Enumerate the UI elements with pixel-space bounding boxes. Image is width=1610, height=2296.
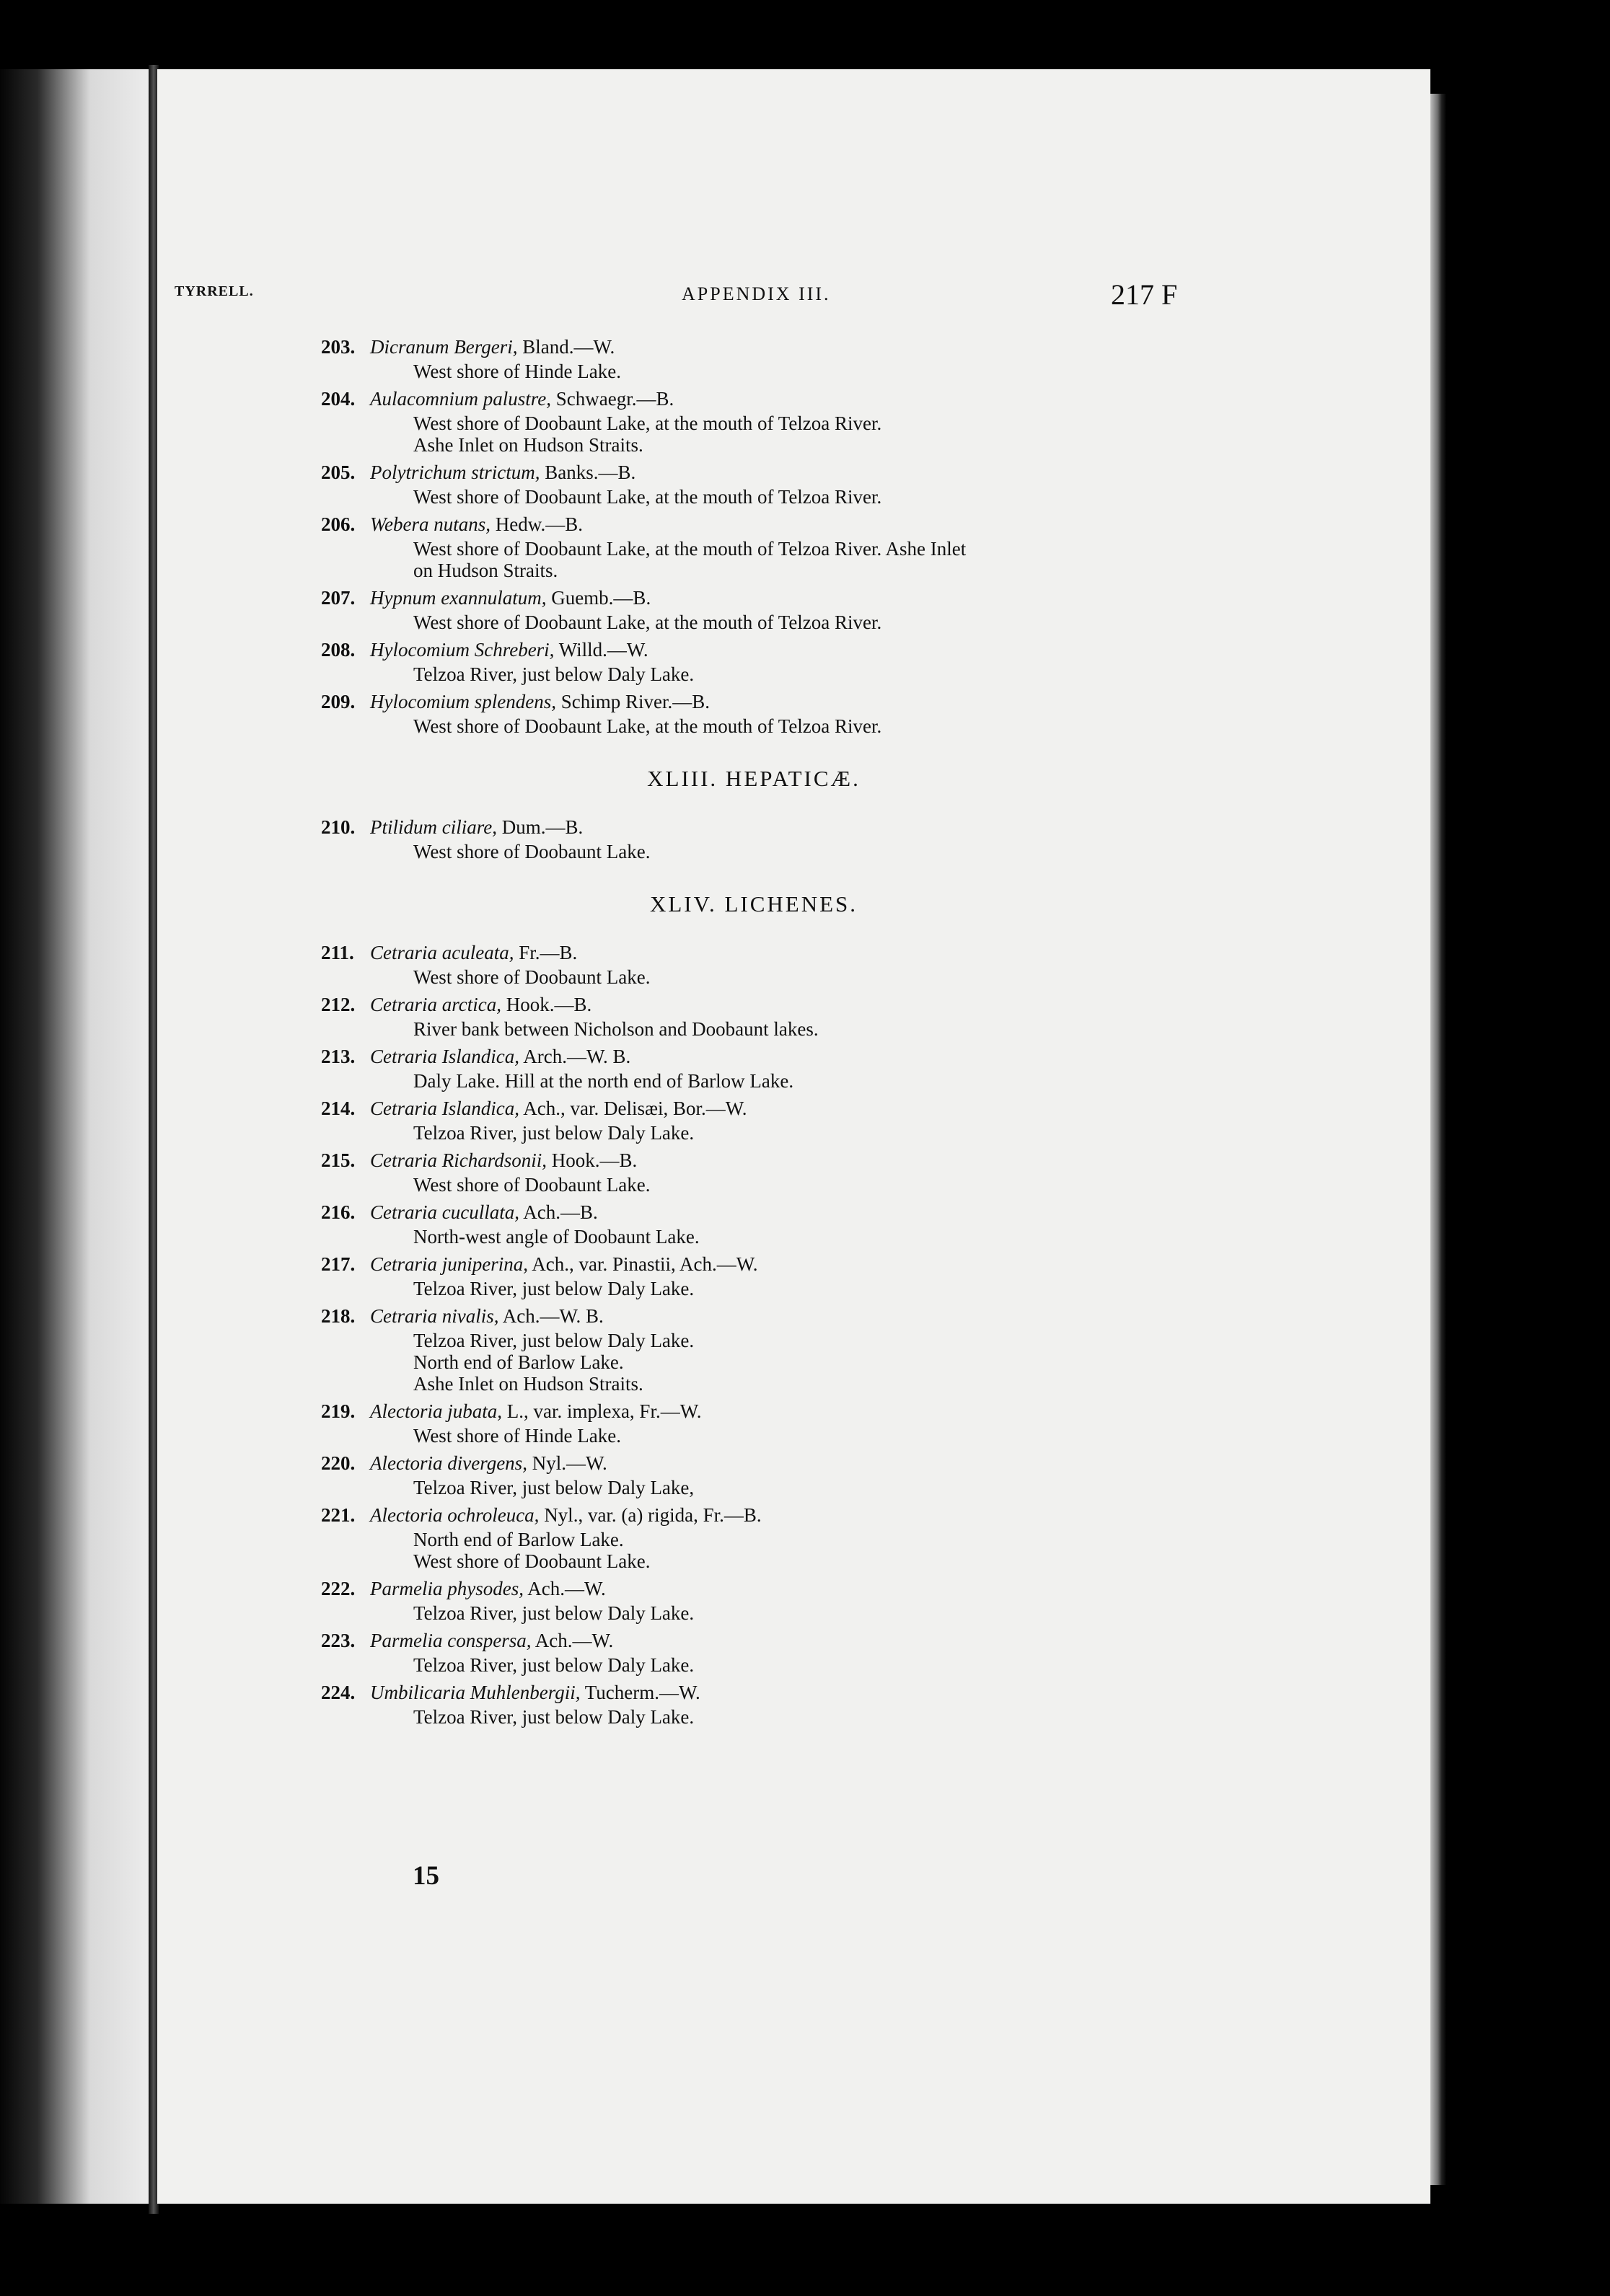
species-authority: L., var. implexa, Fr.—W. — [506, 1400, 702, 1422]
collection-locality: West shore of Doobaunt Lake. — [413, 1174, 651, 1196]
entry-heading — [321, 459, 1187, 486]
species-entry — [321, 1095, 1187, 1144]
section-heading-hepaticae: XLIII. HEPATICÆ. — [647, 766, 861, 791]
entry-number: 208. — [321, 639, 356, 661]
species-authority: Hook.—B. — [551, 1149, 638, 1171]
species-entry — [321, 1198, 1187, 1248]
collection-locality: West shore of Hinde Lake. — [413, 1425, 621, 1447]
species-authority: Ach.—B. — [523, 1201, 598, 1223]
species-authority: Schimp River.—B. — [560, 691, 710, 712]
collection-locality: Daly Lake. Hill at the north end of Barlow Lake. — [413, 1070, 794, 1092]
collection-locality: North end of Barlow Lake. — [413, 1529, 624, 1550]
list-musci — [321, 333, 1187, 737]
entry-number: 216. — [321, 1201, 356, 1223]
species-entry — [321, 1147, 1187, 1196]
species-entry — [321, 1449, 1187, 1498]
species-authority: Schwaegr.—B. — [555, 388, 674, 410]
entry-number: 207. — [321, 587, 356, 609]
entry-number: 210. — [321, 816, 356, 838]
species-entry — [321, 1679, 1187, 1728]
collection-locality: Telzoa River, just below Daly Lake. — [413, 663, 695, 685]
collection-locality: Ashe Inlet on Hudson Straits. — [413, 1373, 643, 1395]
species-entry — [321, 459, 1187, 508]
species-name: Alectoria ochroleuca, — [370, 1504, 540, 1526]
page-number: 217 F — [1111, 278, 1178, 311]
species-authority: Fr.—B. — [519, 942, 578, 963]
list-hepaticae — [321, 813, 1187, 862]
entry-heading — [321, 1501, 1187, 1529]
species-authority: Bland.—W. — [522, 336, 615, 358]
entry-heading — [321, 1250, 1187, 1278]
entry-heading — [321, 939, 1187, 966]
species-name: Cetraria nivalis, — [370, 1305, 499, 1327]
species-name: Cetraria cucullata, — [370, 1201, 519, 1223]
entry-heading — [321, 1575, 1187, 1602]
species-name: Cetraria Islandica, — [370, 1098, 519, 1119]
entry-heading — [321, 1627, 1187, 1654]
collection-locality: North end of Barlow Lake. — [413, 1351, 624, 1373]
species-entry — [321, 636, 1187, 685]
collection-locality: Telzoa River, just below Daly Lake. — [413, 1706, 695, 1728]
entry-number: 221. — [321, 1504, 356, 1526]
entry-number: 224. — [321, 1682, 356, 1703]
species-name: Parmelia physodes, — [370, 1578, 524, 1599]
entry-heading — [321, 688, 1187, 715]
species-entry — [321, 1398, 1187, 1447]
entry-number: 211. — [321, 942, 354, 963]
entry-heading — [321, 511, 1187, 538]
species-name: Cetraria juniperina, — [370, 1253, 529, 1275]
species-entry — [321, 1501, 1187, 1572]
species-entry — [321, 1302, 1187, 1395]
collection-locality: Ashe Inlet on Hudson Straits. — [413, 434, 643, 456]
entry-number: 206. — [321, 513, 356, 535]
collection-locality: West shore of Doobaunt Lake, at the mouth of Telzoa River. — [413, 611, 882, 633]
entry-number: 215. — [321, 1149, 356, 1171]
species-authority: Hook.—B. — [506, 994, 592, 1015]
species-authority: Ach., var. Pinastii, Ach.—W. — [532, 1253, 758, 1275]
collection-locality: River bank between Nicholson and Doobaunt lakes. — [413, 1018, 819, 1040]
species-entry — [321, 688, 1187, 737]
species-entry — [321, 1250, 1187, 1299]
collection-locality: Telzoa River, just below Daly Lake. — [413, 1654, 695, 1676]
species-name: Ptilidum ciliare, — [370, 816, 497, 838]
species-entry — [321, 584, 1187, 633]
collection-locality: North-west angle of Doobaunt Lake. — [413, 1226, 700, 1248]
species-authority: Ach., var. Delisæi, Bor.—W. — [523, 1098, 747, 1119]
species-name: Cetraria Richardsonii, — [370, 1149, 547, 1171]
signature-mark: 15 — [413, 1861, 439, 1891]
running-header-title: APPENDIX III. — [682, 283, 831, 304]
species-authority: Tucherm.—W. — [584, 1682, 700, 1703]
species-authority: Guemb.—B. — [551, 587, 651, 609]
species-name: Hylocomium splendens, — [370, 691, 556, 712]
species-authority: Dum.—B. — [501, 816, 584, 838]
collection-locality: Telzoa River, just below Daly Lake. — [413, 1122, 695, 1144]
collection-locality: Telzoa River, just below Daly Lake. — [413, 1602, 695, 1624]
collection-locality: West shore of Doobaunt Lake. — [413, 1550, 651, 1572]
entry-number: 222. — [321, 1578, 356, 1599]
species-name: Dicranum Bergeri, — [370, 336, 518, 358]
entry-heading — [321, 1449, 1187, 1477]
entry-heading — [321, 1398, 1187, 1425]
species-entry — [321, 333, 1187, 382]
page-edge-shadow — [1430, 94, 1446, 2185]
species-entry — [321, 813, 1187, 862]
species-authority: Ach.—W. B. — [502, 1305, 604, 1327]
collection-locality: Telzoa River, just below Daly Lake, — [413, 1477, 695, 1498]
species-authority: Willd.—W. — [558, 639, 648, 661]
entry-number: 223. — [321, 1630, 356, 1651]
running-header-author: TYRRELL. — [175, 283, 254, 299]
species-entry — [321, 991, 1187, 1040]
entry-number: 204. — [321, 388, 356, 410]
species-name: Alectoria divergens, — [370, 1452, 527, 1474]
entry-heading — [321, 1198, 1187, 1226]
collection-locality: West shore of Hinde Lake. — [413, 361, 621, 382]
list-lichenes — [321, 939, 1187, 1728]
species-name: Polytrichum strictum, — [370, 462, 540, 483]
entry-number: 203. — [321, 336, 356, 358]
entry-number: 212. — [321, 994, 356, 1015]
running-header — [0, 278, 1610, 321]
entry-heading — [321, 1043, 1187, 1070]
collection-locality: West shore of Doobaunt Lake. — [413, 841, 651, 862]
collection-locality: West shore of Doobaunt Lake, at the mouth of Telzoa River. — [413, 412, 882, 434]
species-entry — [321, 511, 1187, 581]
section-heading-lichenes: XLIV. LICHENES. — [649, 891, 858, 917]
entry-heading — [321, 584, 1187, 611]
species-name: Alectoria jubata, — [370, 1400, 502, 1422]
species-authority: Arch.—W. B. — [523, 1046, 631, 1067]
entry-number: 209. — [321, 691, 356, 712]
species-authority: Ach.—W. — [535, 1630, 614, 1651]
species-authority: Hedw.—B. — [495, 513, 583, 535]
entry-number: 214. — [321, 1098, 356, 1119]
entry-number: 213. — [321, 1046, 356, 1067]
collection-locality: West shore of Doobaunt Lake, at the mouth of Telzoa River. — [413, 486, 882, 508]
entry-number: 217. — [321, 1253, 356, 1275]
species-name: Umbilicaria Muhlenbergii, — [370, 1682, 581, 1703]
entry-heading — [321, 813, 1187, 841]
species-entry — [321, 385, 1187, 456]
facing-page-edge — [0, 69, 150, 2204]
collection-locality: West shore of Doobaunt Lake, at the mouth of Telzoa River. — [413, 715, 882, 737]
collection-locality: West shore of Doobaunt Lake. — [413, 966, 651, 988]
species-name: Cetraria aculeata, — [370, 942, 514, 963]
species-authority: Ach.—W. — [527, 1578, 606, 1599]
species-entry — [321, 1043, 1187, 1092]
collection-locality: Telzoa River, just below Daly Lake. — [413, 1278, 695, 1299]
entry-heading — [321, 1147, 1187, 1174]
species-entry — [321, 1627, 1187, 1676]
entry-number: 218. — [321, 1305, 356, 1327]
collection-locality: West shore of Doobaunt Lake, at the mouth of Telzoa River. Ashe Inlet — [413, 538, 967, 560]
species-authority: Nyl.—W. — [532, 1452, 607, 1474]
entry-heading — [321, 1095, 1187, 1122]
species-name: Hylocomium Schreberi, — [370, 639, 555, 661]
entry-heading — [321, 333, 1187, 361]
collection-locality: on Hudson Straits. — [413, 560, 558, 581]
entry-number: 205. — [321, 462, 356, 483]
species-entry — [321, 939, 1187, 988]
entry-heading — [321, 636, 1187, 663]
species-list — [321, 333, 1187, 1731]
species-name: Aulacomnium palustre, — [370, 388, 551, 410]
entry-heading — [321, 385, 1187, 412]
species-entry — [321, 1575, 1187, 1624]
species-name: Hypnum exannulatum, — [370, 587, 547, 609]
entry-heading — [321, 991, 1187, 1018]
entry-heading — [321, 1679, 1187, 1706]
species-name: Parmelia conspersa, — [370, 1630, 532, 1651]
entry-number: 219. — [321, 1400, 356, 1422]
collection-locality: Telzoa River, just below Daly Lake. — [413, 1330, 695, 1351]
species-name: Webera nutans, — [370, 513, 491, 535]
species-authority: Banks.—B. — [545, 462, 636, 483]
entry-number: 220. — [321, 1452, 356, 1474]
species-authority: Nyl., var. (a) rigida, Fr.—B. — [544, 1504, 762, 1526]
species-name: Cetraria arctica, — [370, 994, 501, 1015]
species-name: Cetraria Islandica, — [370, 1046, 519, 1067]
entry-heading — [321, 1302, 1187, 1330]
